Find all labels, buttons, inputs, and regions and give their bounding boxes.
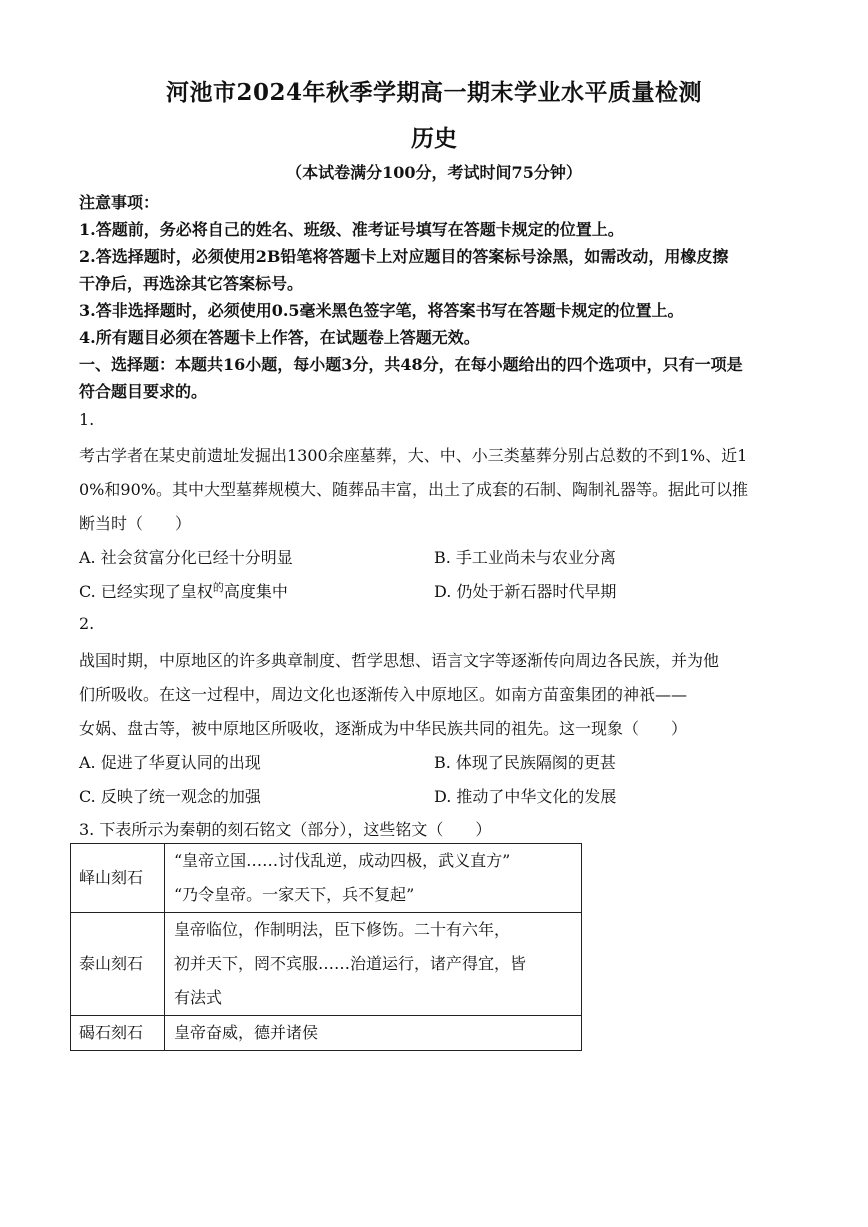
option-c <box>79 579 288 602</box>
inscription-line: “乃令皇帝。一家天下，兵不复起” <box>174 885 415 904</box>
table-cell-text <box>165 844 582 913</box>
option-a: A. 促进了华夏认同的出现 <box>79 753 261 772</box>
notice-item: 4.所有题目必须在答题卡上作答，在试题卷上答题无效。 <box>79 328 480 347</box>
section-heading: 符合题目要求的。 <box>79 382 208 401</box>
table-cell-text <box>165 913 582 1016</box>
subject-title: 历史 <box>411 125 457 152</box>
option-c: C. 反映了统一观念的加强 <box>79 787 261 806</box>
table-cell-name: 峄山刻石 <box>71 844 165 913</box>
option-b: B. 手工业尚未与农业分离 <box>434 548 616 567</box>
inscription-line: 初并天下，罔不宾服……治道运行，诸产得宜，皆 <box>174 954 527 973</box>
exam-title: 河池市2024年秋季学期高一期末学业水平质量检测 <box>165 79 702 106</box>
option-b: B. 体现了民族隔阂的更甚 <box>434 753 616 772</box>
question-stem: 0%和90%。其中大型墓葬规模大、随葬品丰富，出土了成套的石制、陶制礼器等。据此可以推 <box>79 480 748 499</box>
table-row <box>71 844 582 913</box>
inscription-line: 有法式 <box>174 988 223 1007</box>
section-heading: 一、选择题：本题共16小题，每小题3分，共48分，在每小题给出的四个选项中，只有一项是 <box>79 355 743 374</box>
option-d: D. 推动了中华文化的发展 <box>434 787 617 806</box>
notice-item: 1.答题前，务必将自己的姓名、班级、准考证号填写在答题卡规定的位置上。 <box>79 220 624 239</box>
question-stem: 考古学者在某史前遗址发掘出1300余座墓葬，大、中、小三类墓葬分别占总数的不到1%、近1 <box>79 446 748 465</box>
question-stem: 断当时（ ） <box>79 514 192 533</box>
exam-info: （本试卷满分100分，考试时间75分钟） <box>286 163 582 182</box>
question-stem: 们所吸收。在这一过程中，周边文化也逐渐传入中原地区。如南方苗蛮集团的神祇—— <box>79 685 688 704</box>
table-cell-text <box>165 1016 582 1051</box>
question-stem: 3. 下表所示为秦朝的刻石铭文（部分），这些铭文（ ） <box>79 820 492 839</box>
notice-heading: 注意事项： <box>79 193 160 212</box>
question-number: 2. <box>79 614 95 633</box>
notice-item: 2.答选择题时，必须使用2B铅笔将答题卡上对应题目的答案标号涂黑，如需改动，用橡皮擦 <box>79 247 729 266</box>
option-c-text: C. 已经实现了皇权 <box>79 582 213 601</box>
question-number: 1. <box>79 410 95 429</box>
question-stem: 女娲、盘古等，被中原地区所吸收，逐渐成为中华民族共同的祖先。这一现象（ ） <box>79 719 688 738</box>
table-cell-name: 碣石刻石 <box>71 1016 165 1051</box>
notice-item: 干净后，再选涂其它答案标号。 <box>79 274 304 293</box>
question-stem: 战国时期，中原地区的许多典章制度、哲学思想、语言文字等逐渐传向周边各民族，并为他 <box>79 651 720 670</box>
table-row <box>71 1016 582 1051</box>
inscription-line: 皇帝临位，作制明法，臣下修饬。二十有六年， <box>174 920 511 939</box>
notice-item: 3.答非选择题时，必须使用0.5毫米黑色签字笔，将答案书写在答题卡规定的位置上。 <box>79 301 684 320</box>
inscription-line: 皇帝奋威，德并诸侯 <box>174 1023 319 1042</box>
table-row <box>71 913 582 1016</box>
table-cell-name: 泰山刻石 <box>71 913 165 1016</box>
option-a: A. 社会贫富分化已经十分明显 <box>79 548 293 567</box>
option-d: D. 仍处于新石器时代早期 <box>434 582 617 601</box>
option-c-text-end: 高度集中 <box>223 582 288 601</box>
option-c-superscript: 的 <box>212 581 224 594</box>
inscription-line: “皇帝立国……讨伐乱逆，成动四极，武义直方” <box>174 851 511 870</box>
inscription-table <box>70 843 582 1051</box>
